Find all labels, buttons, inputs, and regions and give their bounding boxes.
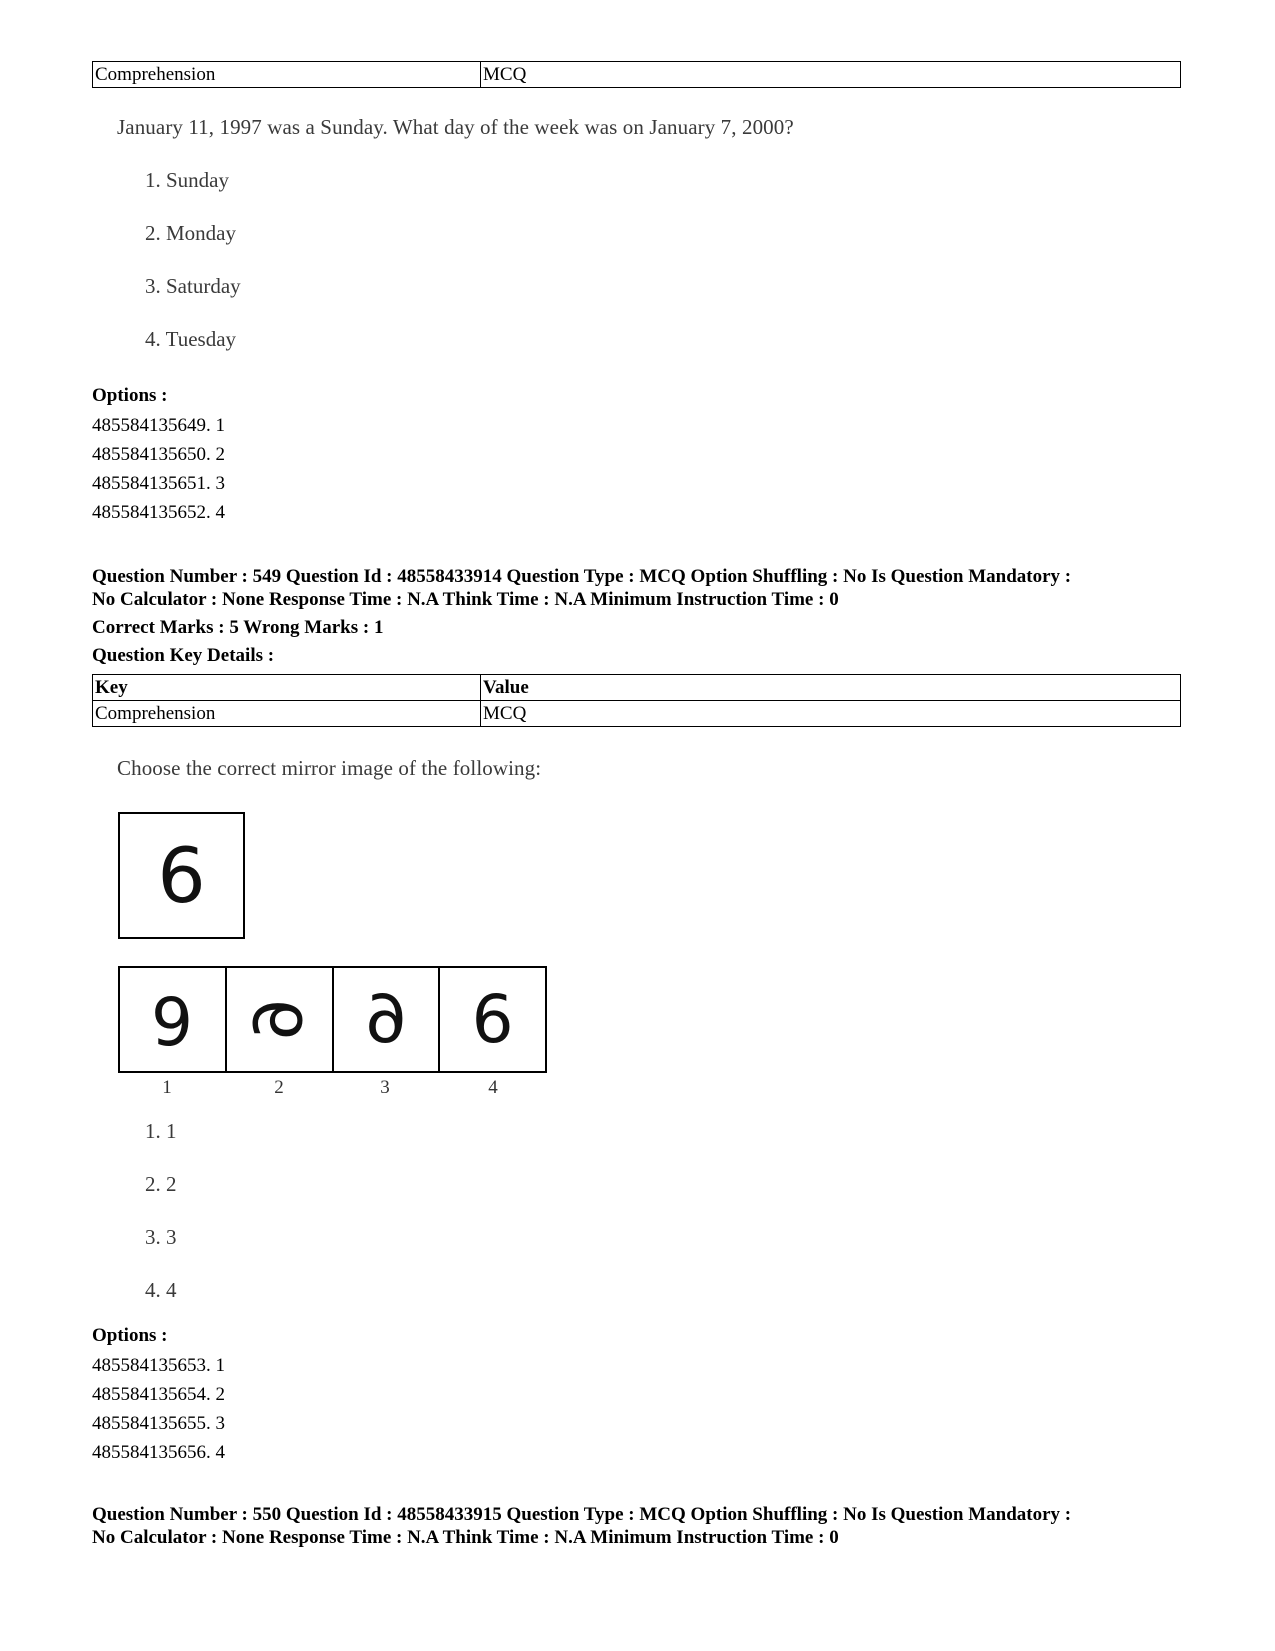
key-details-table — [92, 674, 1181, 727]
table-header-row — [93, 675, 1181, 701]
option-id: 485584135654. 2 — [92, 1384, 225, 1405]
table-header-key: Key — [93, 675, 481, 701]
options-label: Options : — [92, 1325, 168, 1346]
choice-4: 4. 4 — [145, 1278, 177, 1302]
choice-4: 4. Tuesday — [145, 327, 237, 351]
figure-option-3 — [334, 968, 441, 1071]
key-details-table-top — [92, 61, 1181, 88]
options-list — [92, 1351, 225, 1467]
question-meta-line1: Question Number : 549 Question Id : 48558433914 Question Type : MCQ Option Shuffling : No Is Question Mandatory : — [92, 566, 1072, 587]
option-id: 485584135656. 4 — [92, 1442, 225, 1463]
choice-1: 1. 1 — [145, 1119, 177, 1143]
table-cell-key: Comprehension — [93, 62, 481, 88]
option-id: 485584135652. 4 — [92, 502, 225, 523]
question-text: January 11, 1997 was a Sunday. What day of the week was on January 7, 2000? — [117, 115, 794, 139]
question-text: Choose the correct mirror image of the following: — [117, 756, 542, 780]
choice-2: 2. 2 — [145, 1172, 177, 1196]
options-list — [92, 411, 225, 527]
option-id: 485584135651. 3 — [92, 473, 225, 494]
table-cell-value: MCQ — [481, 701, 1181, 727]
options-label: Options : — [92, 385, 168, 406]
table-row — [93, 62, 1181, 88]
question-meta-line2: No Calculator : None Response Time : N.A Think Time : N.A Minimum Instruction Time : 0 — [92, 1527, 839, 1548]
question-meta — [92, 1503, 1192, 1549]
table-row — [93, 701, 1181, 727]
figure-option-glyph: 6 — [364, 981, 407, 1058]
option-id: 485584135649. 1 — [92, 415, 225, 436]
figure-option-1 — [120, 968, 227, 1071]
question-meta-line1: Question Number : 550 Question Id : 48558433915 Question Type : MCQ Option Shuffling : No Is Question Mandatory : — [92, 1504, 1072, 1525]
figure-option-label: 4 — [488, 1077, 498, 1098]
marks: Correct Marks : 5 Wrong Marks : 1 — [92, 617, 384, 638]
table-header-value: Value — [481, 675, 1181, 701]
figure-option-glyph: 6 — [471, 981, 514, 1058]
figure-option-glyph: 6 — [240, 998, 318, 1041]
figure-option-glyph: 6 — [151, 981, 194, 1058]
table-cell-key: Comprehension — [93, 701, 481, 727]
figure-digit: 6 — [157, 831, 206, 920]
table-cell-value: MCQ — [481, 62, 1181, 88]
figure-option-4 — [440, 968, 545, 1071]
choice-3: 3. 3 — [145, 1225, 177, 1249]
figure-options-strip — [118, 966, 547, 1073]
figure-option-label: 3 — [380, 1077, 390, 1098]
option-id: 485584135655. 3 — [92, 1413, 225, 1434]
figure-option-2 — [227, 968, 334, 1071]
option-id: 485584135650. 2 — [92, 444, 225, 465]
figure-option-label: 2 — [274, 1077, 284, 1098]
key-details-label: Question Key Details : — [92, 645, 275, 666]
question-meta-line2: No Calculator : None Response Time : N.A Think Time : N.A Minimum Instruction Time : 0 — [92, 589, 839, 610]
question-meta — [92, 565, 1192, 611]
figure-option-label: 1 — [162, 1077, 172, 1098]
choice-2: 2. Monday — [145, 221, 236, 245]
choice-3: 3. Saturday — [145, 274, 241, 298]
figure-digit-box — [118, 812, 245, 939]
option-id: 485584135653. 1 — [92, 1355, 225, 1376]
choice-1: 1. Sunday — [145, 168, 229, 192]
